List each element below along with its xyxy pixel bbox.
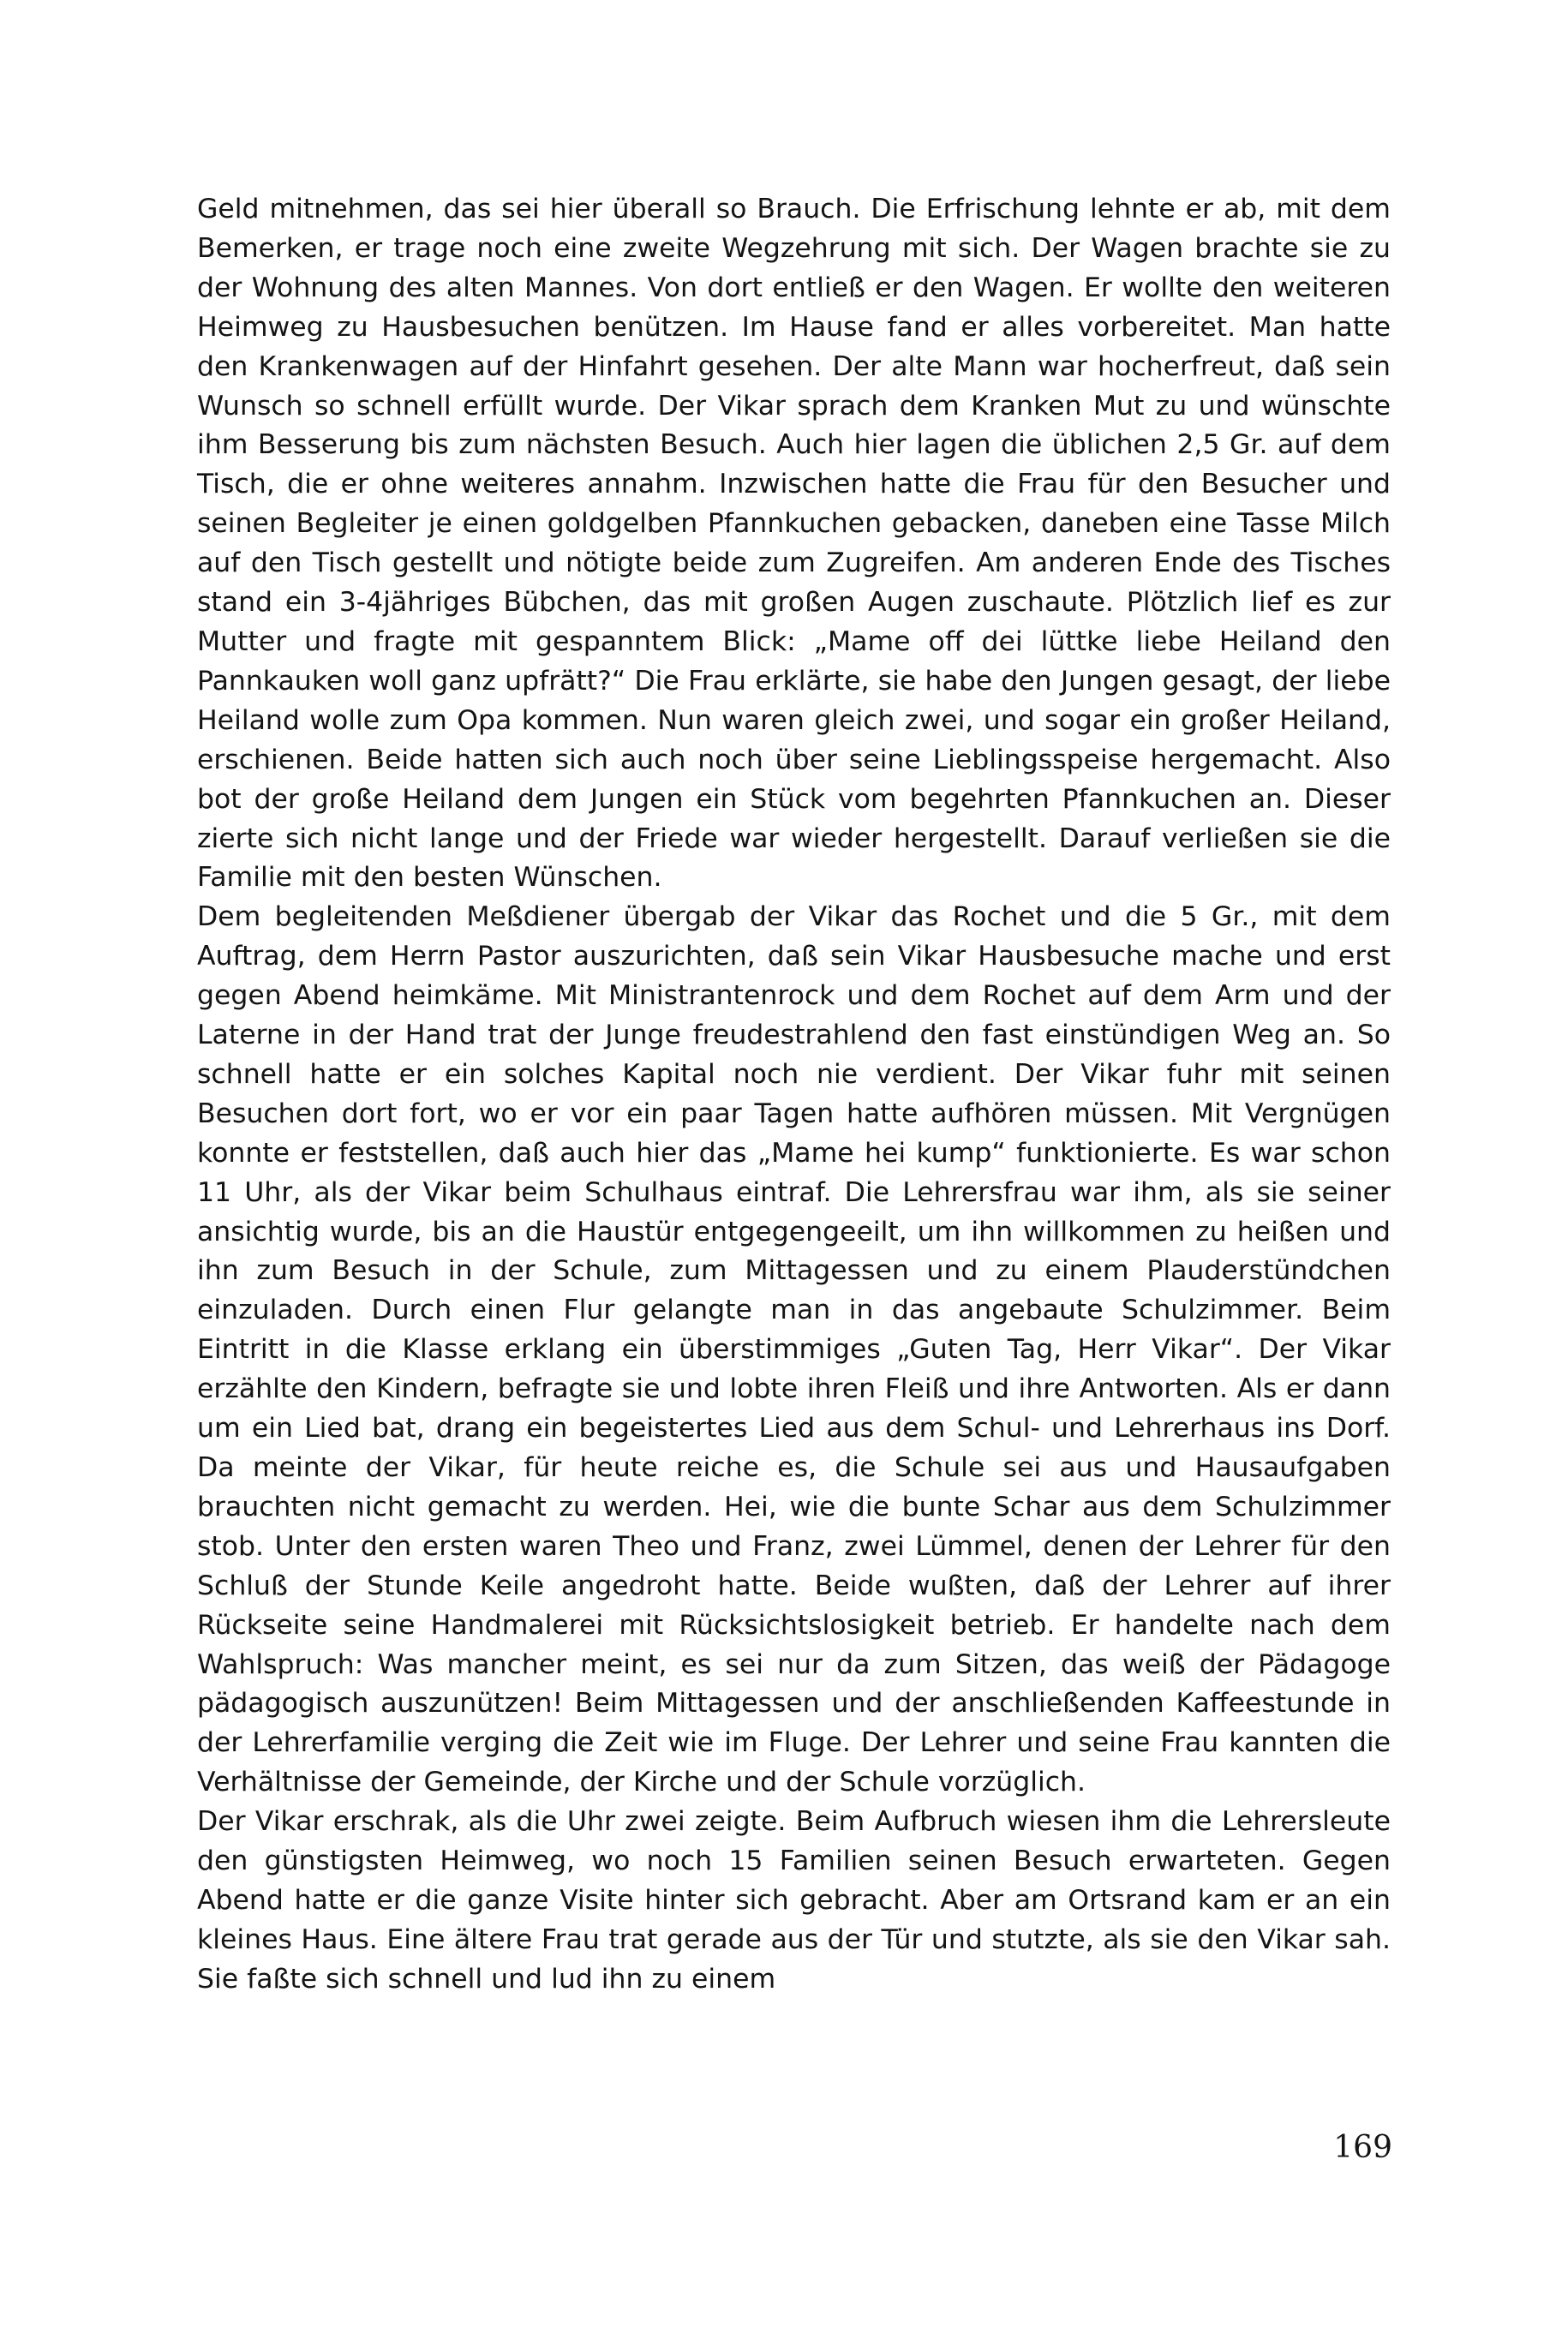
paragraph-3: Der Vikar erschrak, als die Uhr zwei zeigte. Beim Aufbruch wiesen ihm die Lehrersleute den günstigsten Heimweg, wo noch 15 Familien seinen Besuch erwarteten. Gegen Abend hatte er die ganze Visite hinter sich gebracht. Aber am Ortsrand kam er an ein kleines Haus. Eine ältere Frau trat gerade aus der Tür und stutzte, als sie den Vikar sah. Sie faßte sich schnell und lud ihn zu einem: [197, 1806, 1391, 1995]
page-number: 169: [1333, 2130, 1392, 2165]
paragraph-2: Dem begleitenden Meßdiener übergab der Vikar das Rochet und die 5 Gr., mit dem Auftrag, dem Herrn Pastor auszurichten, daß sein Vikar Hausbesuche mache und erst gegen Abend heimkäme. Mit Ministrantenrock und dem Rochet auf dem Arm und der Laterne in der Hand trat der Junge freudestrahlend den fast einstündigen Weg an. So schnell hatte er ein solches Kapital noch nie verdient. Der Vikar fuhr mit seinen Besuchen dort fort, wo er vor ein paar Tagen hatte aufhören müssen. Mit Vergnügen konnte er feststellen, daß auch hier das „Mame hei kump“ funktionierte. Es war schon 11 Uhr, als der Vikar beim Schulhaus eintraf. Die Lehrersfrau war ihm, als sie seiner ansichtig wurde, bis an die Haustür entgegengeeilt, um ihn willkommen zu heißen und ihn zum Besuch in der Schule, zum Mittagessen und zu einem Plauderstündchen einzuladen. Durch einen Flur gelangte man in das angebaute Schulzimmer. Beim Eintritt in die Klasse erklang ein überstimmiges „Guten Tag, Herr Vikar“. Der Vikar erzählte den Kindern, befragte sie und lobte ihren Fleiß und ihre Antworten. Als er dann um ein Lied bat, drang ein begeistertes Lied aus dem Schul- und Lehrerhaus ins Dorf. Da meinte der Vikar, für heute reiche es, die Schule sei aus und Hausaufgaben brauchten nicht gemacht zu werden. Hei, wie die bunte Schar aus dem Schulzimmer stob. Unter den ersten waren Theo und Franz, zwei Lümmel, denen der Lehrer für den Schluß der Stunde Keile angedroht hatte. Beide wußten, daß der Lehrer auf ihrer Rückseite seine Handmalerei mit Rücksichtslosigkeit betrieb. Er handelte nach dem Wahlspruch: Was mancher meint, es sei nur da zum Sitzen, das weiß der Pädagoge pädagogisch auszunützen! Beim Mittagessen und der anschließenden Kaffeestunde in der Lehrerfamilie verging die Zeit wie im Fluge. Der Lehrer und seine Frau kannten die Verhältnisse der Gemeinde, der Kirche und der Schule vorzüglich.: [197, 901, 1391, 1798]
page-body: [197, 190, 1391, 2000]
paragraph-1: Geld mitnehmen, das sei hier überall so Brauch. Die Erfrischung lehnte er ab, mit dem Bemerken, er trage noch eine zweite Wegzehrung mit sich. Der Wagen brachte sie zu der Wohnung des alten Mannes. Von dort entließ er den Wagen. Er wollte den weiteren Heimweg zu Hausbesuchen benützen. Im Hause fand er alles vorbereitet. Man hatte den Krankenwagen auf der Hinfahrt gesehen. Der alte Mann war hocherfreut, daß sein Wunsch so schnell erfüllt wurde. Der Vikar sprach dem Kranken Mut zu und wünschte ihm Besserung bis zum nächsten Besuch. Auch hier lagen die üblichen 2,5 Gr. auf dem Tisch, die er ohne weiteres annahm. Inzwischen hatte die Frau für den Besucher und seinen Begleiter je einen goldgelben Pfannkuchen gebacken, daneben eine Tasse Milch auf den Tisch gestellt und nötigte beide zum Zugreifen. Am anderen Ende des Tisches stand ein 3-4jähriges Bübchen, das mit großen Augen zuschaute. Plötzlich lief es zur Mutter und fragte mit gespanntem Blick: „Mame off dei lüttke liebe Heiland den Pannkauken woll ganz upfrätt?“ Die Frau erklärte, sie habe den Jungen gesagt, der liebe Heiland wolle zum Opa kommen. Nun waren gleich zwei, und sogar ein großer Heiland, erschienen. Beide hatten sich auch noch über seine Lieblingsspeise hergemacht. Also bot der große Heiland dem Jungen ein Stück vom begehrten Pfannkuchen an. Dieser zierte sich nicht lange und der Friede war wieder hergestellt. Darauf verließen sie die Familie mit den besten Wünschen.: [197, 194, 1391, 894]
